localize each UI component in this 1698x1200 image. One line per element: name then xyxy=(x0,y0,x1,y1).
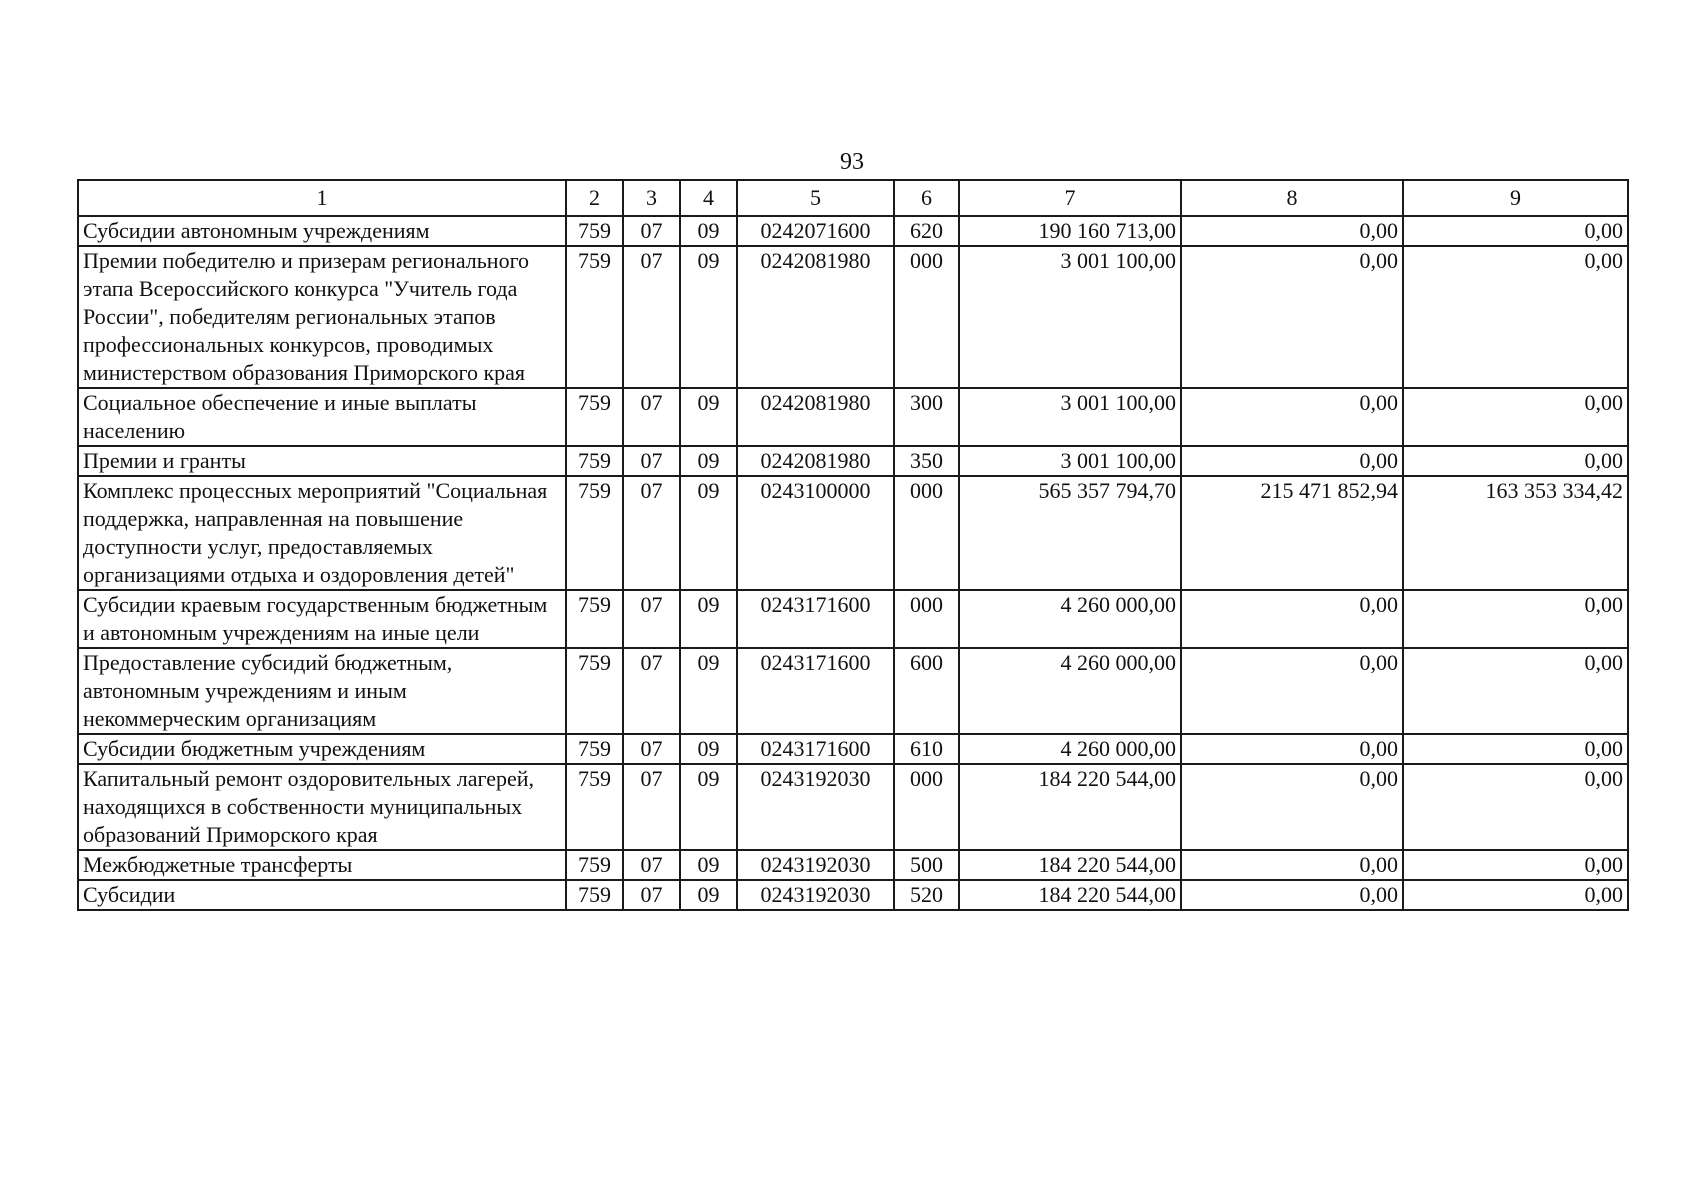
row-cell-col5: 0242081980 xyxy=(737,446,894,476)
row-name-cell: Субсидии краевым государственным бюджетным и автономным учреждениям на иные цели xyxy=(78,590,566,648)
row-cell-col3: 07 xyxy=(623,476,680,590)
table-row xyxy=(78,850,1628,880)
row-amount-col7: 184 220 544,00 xyxy=(959,880,1181,910)
row-name-cell: Межбюджетные трансферты xyxy=(78,850,566,880)
row-amount-col7: 3 001 100,00 xyxy=(959,246,1181,388)
row-cell-col2: 759 xyxy=(566,476,623,590)
table-row xyxy=(78,388,1628,446)
row-cell-col2: 759 xyxy=(566,764,623,850)
column-header-4: 4 xyxy=(680,180,737,216)
row-cell-col5: 0243171600 xyxy=(737,648,894,734)
row-cell-col3: 07 xyxy=(623,246,680,388)
row-cell-col6: 350 xyxy=(894,446,959,476)
row-cell-col6: 000 xyxy=(894,476,959,590)
row-amount-col7: 3 001 100,00 xyxy=(959,388,1181,446)
row-cell-col4: 09 xyxy=(680,476,737,590)
row-cell-col4: 09 xyxy=(680,734,737,764)
row-amount-col9: 0,00 xyxy=(1403,216,1628,246)
row-cell-col2: 759 xyxy=(566,216,623,246)
row-cell-col6: 600 xyxy=(894,648,959,734)
row-amount-col9: 163 353 334,42 xyxy=(1403,476,1628,590)
row-cell-col5: 0243192030 xyxy=(737,850,894,880)
table-row xyxy=(78,590,1628,648)
row-cell-col5: 0243192030 xyxy=(737,764,894,850)
row-amount-col7: 565 357 794,70 xyxy=(959,476,1181,590)
row-amount-col9: 0,00 xyxy=(1403,590,1628,648)
row-name-cell: Социальное обеспечение и иные выплаты населению xyxy=(78,388,566,446)
row-name-cell: Субсидии бюджетным учреждениям xyxy=(78,734,566,764)
row-amount-col8: 0,00 xyxy=(1181,590,1403,648)
row-cell-col3: 07 xyxy=(623,388,680,446)
row-amount-col9: 0,00 xyxy=(1403,648,1628,734)
row-name-cell: Субсидии автономным учреждениям xyxy=(78,216,566,246)
row-cell-col6: 300 xyxy=(894,388,959,446)
column-header-8: 8 xyxy=(1181,180,1403,216)
row-amount-col7: 184 220 544,00 xyxy=(959,850,1181,880)
table-row xyxy=(78,476,1628,590)
row-cell-col2: 759 xyxy=(566,734,623,764)
row-amount-col8: 0,00 xyxy=(1181,880,1403,910)
row-cell-col4: 09 xyxy=(680,246,737,388)
row-amount-col8: 215 471 852,94 xyxy=(1181,476,1403,590)
row-cell-col3: 07 xyxy=(623,880,680,910)
header-row xyxy=(78,180,1628,216)
row-cell-col3: 07 xyxy=(623,216,680,246)
row-amount-col9: 0,00 xyxy=(1403,388,1628,446)
row-amount-col8: 0,00 xyxy=(1181,648,1403,734)
row-cell-col3: 07 xyxy=(623,850,680,880)
column-header-2: 2 xyxy=(566,180,623,216)
row-amount-col8: 0,00 xyxy=(1181,764,1403,850)
row-amount-col9: 0,00 xyxy=(1403,734,1628,764)
row-cell-col3: 07 xyxy=(623,648,680,734)
row-cell-col4: 09 xyxy=(680,388,737,446)
row-cell-col5: 0243171600 xyxy=(737,590,894,648)
row-cell-col4: 09 xyxy=(680,880,737,910)
row-amount-col8: 0,00 xyxy=(1181,850,1403,880)
row-cell-col4: 09 xyxy=(680,648,737,734)
row-amount-col9: 0,00 xyxy=(1403,880,1628,910)
row-cell-col6: 620 xyxy=(894,216,959,246)
row-cell-col2: 759 xyxy=(566,880,623,910)
row-cell-col6: 000 xyxy=(894,246,959,388)
row-name-cell: Комплекс процессных мероприятий "Социальная поддержка, направленная на повышение доступности услуг, предоставляемых организациями отдыха и оздоровления детей" xyxy=(78,476,566,590)
row-amount-col9: 0,00 xyxy=(1403,246,1628,388)
row-amount-col7: 4 260 000,00 xyxy=(959,734,1181,764)
row-cell-col5: 0243192030 xyxy=(737,880,894,910)
table-row xyxy=(78,764,1628,850)
row-amount-col9: 0,00 xyxy=(1403,446,1628,476)
row-cell-col5: 0242081980 xyxy=(737,246,894,388)
row-cell-col2: 759 xyxy=(566,590,623,648)
table-row xyxy=(78,246,1628,388)
row-amount-col8: 0,00 xyxy=(1181,734,1403,764)
row-cell-col6: 000 xyxy=(894,764,959,850)
row-cell-col4: 09 xyxy=(680,590,737,648)
row-cell-col2: 759 xyxy=(566,388,623,446)
column-header-1: 1 xyxy=(78,180,566,216)
row-name-cell: Премии победителю и призерам регионального этапа Всероссийского конкурса "Учитель года России", победителям региональных этапов профессиональных конкурсов, проводимых министерством образования Приморского края xyxy=(78,246,566,388)
table-body xyxy=(78,216,1628,910)
row-amount-col9: 0,00 xyxy=(1403,764,1628,850)
row-amount-col7: 190 160 713,00 xyxy=(959,216,1181,246)
row-cell-col4: 09 xyxy=(680,446,737,476)
row-cell-col3: 07 xyxy=(623,734,680,764)
row-amount-col8: 0,00 xyxy=(1181,246,1403,388)
row-cell-col6: 520 xyxy=(894,880,959,910)
row-cell-col2: 759 xyxy=(566,648,623,734)
row-cell-col3: 07 xyxy=(623,764,680,850)
row-cell-col4: 09 xyxy=(680,850,737,880)
row-cell-col6: 000 xyxy=(894,590,959,648)
row-cell-col6: 610 xyxy=(894,734,959,764)
row-cell-col5: 0243171600 xyxy=(737,734,894,764)
table-row xyxy=(78,216,1628,246)
row-name-cell: Субсидии xyxy=(78,880,566,910)
row-amount-col7: 3 001 100,00 xyxy=(959,446,1181,476)
row-cell-col3: 07 xyxy=(623,590,680,648)
row-amount-col8: 0,00 xyxy=(1181,446,1403,476)
row-cell-col5: 0243100000 xyxy=(737,476,894,590)
table-row xyxy=(78,446,1628,476)
row-cell-col4: 09 xyxy=(680,216,737,246)
row-amount-col8: 0,00 xyxy=(1181,216,1403,246)
page-number: 93 xyxy=(840,149,864,175)
row-cell-col2: 759 xyxy=(566,246,623,388)
row-amount-col7: 184 220 544,00 xyxy=(959,764,1181,850)
row-name-cell: Предоставление субсидий бюджетным, автономным учреждениям и иным некоммерческим организациям xyxy=(78,648,566,734)
row-cell-col5: 0242081980 xyxy=(737,388,894,446)
row-cell-col6: 500 xyxy=(894,850,959,880)
column-header-6: 6 xyxy=(894,180,959,216)
row-name-cell: Капитальный ремонт оздоровительных лагерей, находящихся в собственности муниципальных образований Приморского края xyxy=(78,764,566,850)
column-header-5: 5 xyxy=(737,180,894,216)
row-amount-col8: 0,00 xyxy=(1181,388,1403,446)
row-cell-col3: 07 xyxy=(623,446,680,476)
budget-table xyxy=(77,179,1629,911)
row-cell-col4: 09 xyxy=(680,764,737,850)
row-cell-col5: 0242071600 xyxy=(737,216,894,246)
column-header-7: 7 xyxy=(959,180,1181,216)
table-row xyxy=(78,648,1628,734)
row-name-cell: Премии и гранты xyxy=(78,446,566,476)
column-header-3: 3 xyxy=(623,180,680,216)
row-cell-col2: 759 xyxy=(566,850,623,880)
row-amount-col9: 0,00 xyxy=(1403,850,1628,880)
row-amount-col7: 4 260 000,00 xyxy=(959,648,1181,734)
row-amount-col7: 4 260 000,00 xyxy=(959,590,1181,648)
row-cell-col2: 759 xyxy=(566,446,623,476)
table-row xyxy=(78,734,1628,764)
table-row xyxy=(78,880,1628,910)
column-header-9: 9 xyxy=(1403,180,1628,216)
